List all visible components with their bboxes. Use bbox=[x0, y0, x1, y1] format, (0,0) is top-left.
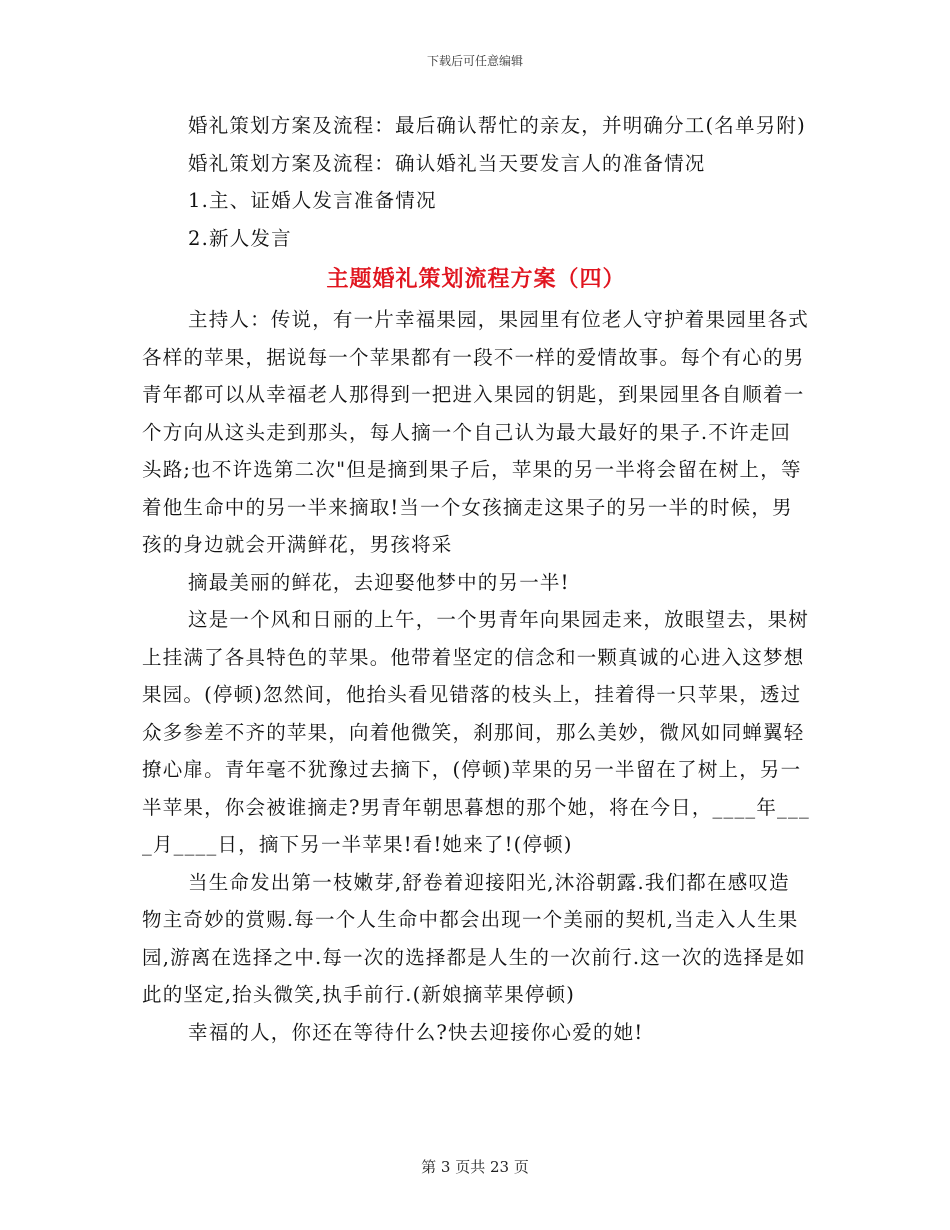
list-item-couple-speech: 2.新人发言 bbox=[188, 226, 292, 250]
paragraph-host-legend: 主持人：传说，有一片幸福果园，果园里有位老人守护着果园里各式各样的苹果，据说每一个苹果都有一段不一样的爱情故事。每个有心的男青年都可以从幸福老人那得到一把进入果园的钥匙，到果园里各自顺着一个方向从这头走到那头，每人摘一个自己认为最大最好的果子.不许走回头路;也不许选第二次"但是摘到果子后，苹果的另一半将会留在树上，等着他生命中的另一半来摘取!当一个女孩摘走这果子的另一半的时候，男孩的身边就会开满鲜花，男孩将采 bbox=[142, 308, 810, 556]
paragraph-life-choice: 当生命发出第一枝嫩芽,舒卷着迎接阳光,沐浴朝露.我们都在感叹造物主奇妙的赏赐.每一个人生命中都会出现一个美丽的契机,当走入人生果园,游离在选择之中.每一次的选择都是人生的一次前行.这一次的选择是如此的坚定,抬头微笑,执手前行.(新娘摘苹果停顿) bbox=[142, 870, 806, 1006]
paragraph-closing: 幸福的人，你还在等待什么?快去迎接你心爱的她! bbox=[188, 1020, 644, 1044]
paragraph-orchard-scene: 这是一个风和日丽的上午，一个男青年向果园走来，放眼望去，果树上挂满了各具特色的苹果。他带着坚定的信念和一颗真诚的心进入这梦想果园。(停顿)忽然间，他抬头看见错落的枝头上，挂着得一只苹果，透过众多参差不齐的苹果，向着他微笑，刹那间，那么美妙，微风如同蝉翼轻撩心扉。青年毫不犹豫过去摘下，(停顿)苹果的另一半留在了树上，另一半苹果，你会被谁摘走?男青年朝思暮想的那个她，将在今日，____年____月____日，摘下另一半苹果!看!她来了!(停顿) bbox=[142, 608, 810, 856]
paragraph-confirm-speakers: 婚礼策划方案及流程：确认婚礼当天要发言人的准备情况 bbox=[188, 151, 706, 175]
paragraph-pick-flowers: 摘最美丽的鲜花，去迎娶他梦中的另一半! bbox=[188, 570, 570, 594]
page-footer: 第 3 页共 23 页 bbox=[421, 1158, 529, 1176]
paragraph-confirm-helpers: 婚礼策划方案及流程：最后确认帮忙的亲友，并明确分工(名单另附) bbox=[188, 114, 806, 137]
section-title: 主题婚礼策划流程方案（四） bbox=[326, 267, 626, 292]
list-item-officiant-speech: 1.主、证婚人发言准备情况 bbox=[188, 189, 437, 212]
document-body bbox=[142, 107, 810, 1051]
page-header: 下载后可任意编辑 bbox=[426, 54, 523, 68]
